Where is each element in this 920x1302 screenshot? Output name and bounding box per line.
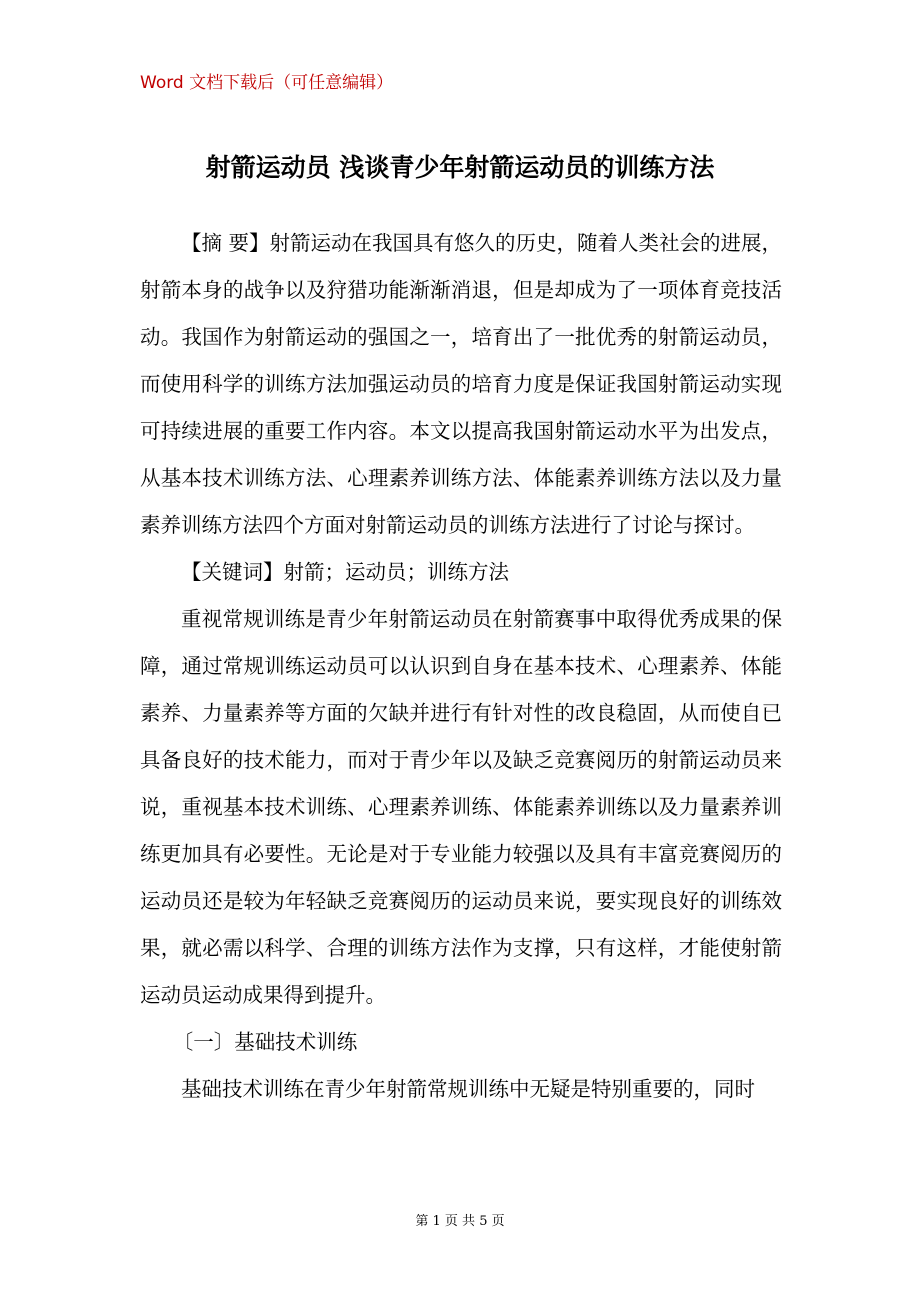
document-body: [140, 220, 782, 1113]
download-note: Word 文档下载后（可任意编辑）: [140, 73, 394, 93]
page-number-footer: 第 1 页 共 5 页: [415, 1214, 505, 1229]
document-title: 射箭运动员 浅谈青少年射箭运动员的训练方法: [205, 153, 715, 182]
abstract-paragraph: 【摘 要】射箭运动在我国具有悠久的历史，随着人类社会的进展，射箭本身的战争以及狩猎功能渐渐消退，但是却成为了一项体育竞技活动。我国作为射箭运动的强国之一，培育出了一批优秀的射箭运动员，而使用科学的训练方法加强运动员的培育力度是保证我国射箭运动实现可持续进展的重要工作内容。本文以提高我国射箭运动水平为出发点，从基本技术训练方法、心理素养训练方法、体能素养训练方法以及力量素养训练方法四个方面对射箭运动员的训练方法进行了讨论与探讨。: [140, 231, 783, 537]
body-paragraph: 重视常规训练是青少年射箭运动员在射箭赛事中取得优秀成果的保障，通过常规训练运动员可以认识到自身在基本技术、心理素养、体能素养、力量素养等方面的欠缺并进行有针对性的改良稳固，从而使自已具备良好的技术能力，而对于青少年以及缺乏竞赛阅历的射箭运动员来说，重视基本技术训练、心理素养训练、体能素养训练以及力量素养训练更加具有必要性。无论是对于专业能力较强以及具有丰富竞赛阅历的运动员还是较为年轻缺乏竞赛阅历的运动员来说，要实现良好的训练效果，就必需以科学、合理的训练方法作为支撑，只有这样，才能使射箭运动员运动成果得到提升。: [140, 607, 782, 1007]
section-heading: 〔一〕基础技术训练: [172, 1030, 358, 1054]
keywords-paragraph: 【关键词】射箭；运动员；训练方法: [181, 560, 509, 584]
body-paragraph: 基础技术训练在青少年射箭常规训练中无疑是特别重要的，同时: [181, 1077, 755, 1101]
